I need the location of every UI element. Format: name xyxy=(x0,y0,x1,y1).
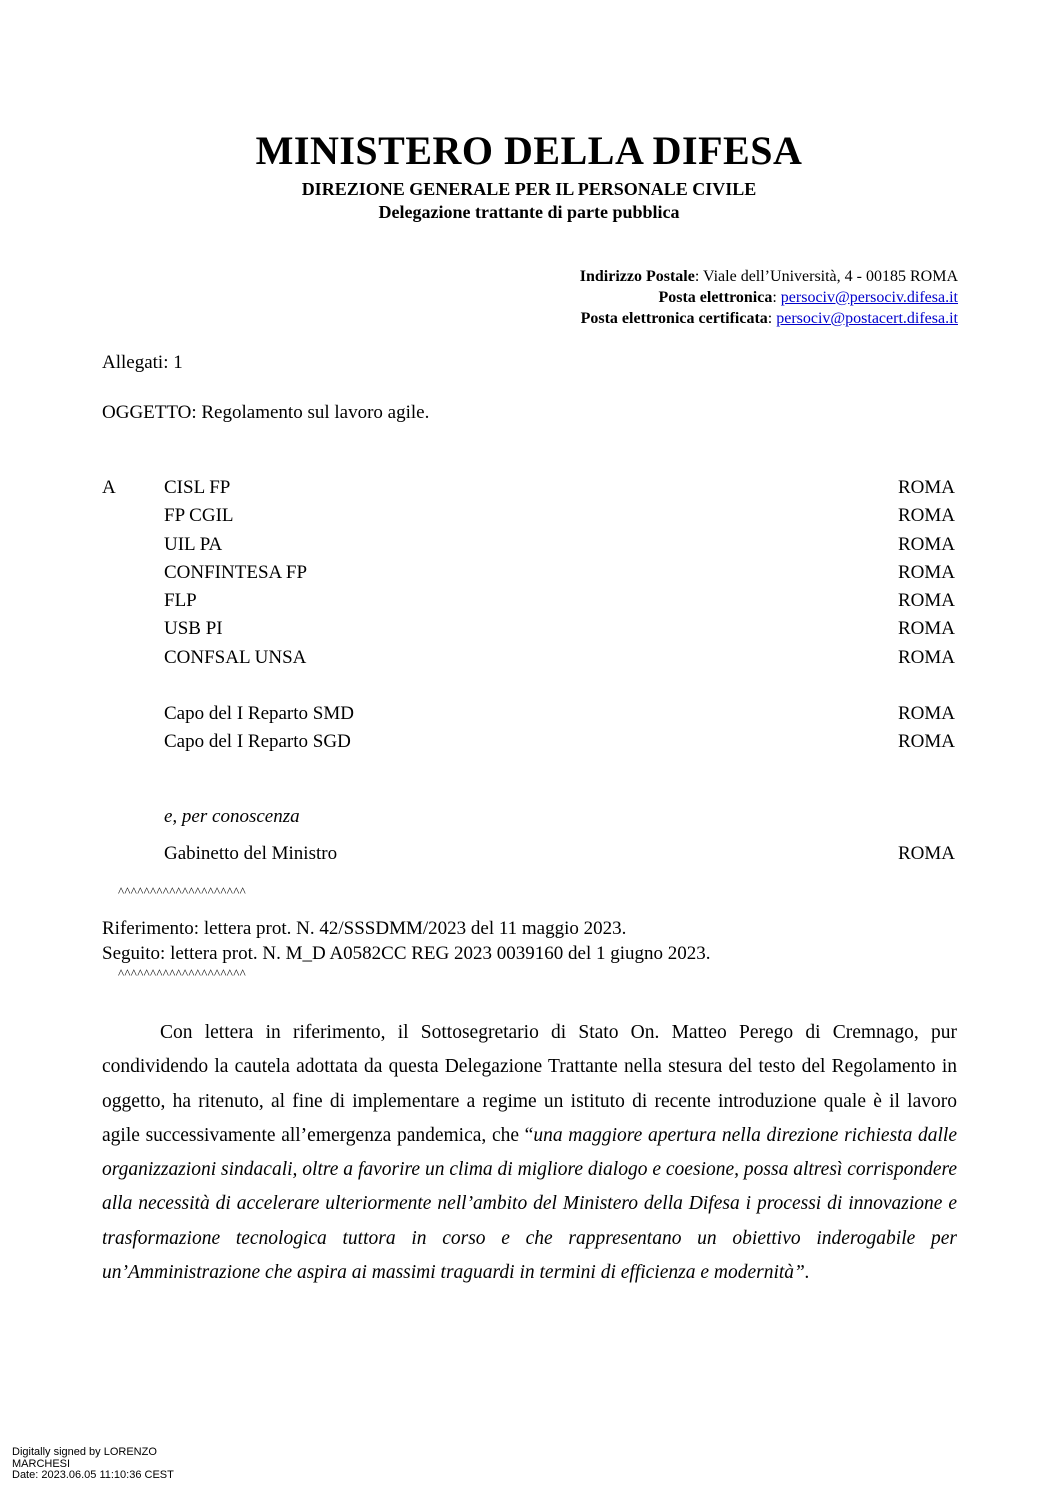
body-paragraph xyxy=(102,1016,957,1290)
recipient-city: ROMA xyxy=(897,842,955,864)
postal-value: : Viale dell’Università, 4 - 00185 ROMA xyxy=(694,268,958,285)
recipient-row xyxy=(102,531,955,559)
recipient-city: ROMA xyxy=(897,533,955,555)
recipient-name: CONFINTESA FP xyxy=(164,561,308,583)
subject-line: OGGETTO: Regolamento sul lavoro agile. xyxy=(102,402,430,423)
recipient-row xyxy=(102,700,955,728)
delegation-title: Delegazione trattante di parte pubblica xyxy=(378,202,680,222)
recipient-name: USB PI xyxy=(164,618,223,640)
signature-name: MARCHESI xyxy=(12,1457,71,1470)
recipients-list xyxy=(102,474,955,868)
recipient-row xyxy=(102,502,955,530)
recipient-row xyxy=(102,559,955,587)
body-closing: ”. xyxy=(794,1262,810,1284)
recipient-row xyxy=(102,644,955,672)
recipient-city: ROMA xyxy=(897,731,955,753)
follow-up-line: Seguito: lettera prot. N. M_D A0582CC REG 2023 0039160 del 1 giugno 2023. xyxy=(102,943,711,964)
recipient-prefix: A xyxy=(102,477,116,498)
digital-signature xyxy=(12,1447,174,1482)
cc-label: e, per conoscenza xyxy=(164,805,300,827)
body-quote: una maggiore apertura nella direzione richiesta dalle organizzazioni sindacali, oltre a favorire un clima di migliore dialogo e coesione, possa altresì corrispondere alla necessità di accelerare ulteriormente nell’ambito del Ministero della Difesa i processi di innovazione e trasformazione tecnologica tuttora in corso e che rappresentano un obiettivo inderogabile per un’Amministrazione che aspira ai massimi traguardi in termini di efficienza e modernità xyxy=(102,1124,957,1284)
recipient-row xyxy=(102,587,955,615)
reference-line: Riferimento: lettera prot. N. 42/SSSDMM/2023 del 11 maggio 2023. xyxy=(102,918,627,939)
recipient-name: CISL FP xyxy=(164,477,231,498)
pec-link[interactable]: persociv@postacert.difesa.it xyxy=(776,310,958,327)
email-line: Posta elettronica: persociv@persociv.difesa.it xyxy=(658,289,958,306)
recipient-city: ROMA xyxy=(897,561,955,583)
references-block xyxy=(102,916,711,966)
postal-address xyxy=(580,266,958,287)
recipient-row xyxy=(102,474,955,502)
pec-line: Posta elettronica certificata: persociv@postacert.difesa.it xyxy=(580,310,958,327)
signature-date: Date: 2023.06.05 11:10:36 CEST xyxy=(12,1469,174,1481)
recipient-row xyxy=(102,840,955,868)
body-intro: Con lettera in riferimento, il Sottosegretario di Stato On. Matteo Perego di Cremnago, pur condividendo la cautela adottata da questa Delegazione Trattante nella stesura del testo del Regolamento in oggetto, ha ritenuto, al fine di implementare a regime un istituto di recente introduzione quale è il lavoro agile successivamente all’emergenza pandemica, che “ xyxy=(102,1022,957,1146)
letterhead xyxy=(0,128,1058,224)
recipient-name: Capo del I Reparto SGD xyxy=(164,731,351,753)
signature-line: Digitally signed by LORENZO xyxy=(12,1446,157,1458)
recipient-city: ROMA xyxy=(897,477,955,498)
separator-bottom: ^^^^^^^^^^^^^^^^^^^^ xyxy=(118,966,247,981)
recipient-row xyxy=(102,615,955,643)
recipient-name: FLP xyxy=(164,590,197,612)
pec-label: Posta elettronica certificata xyxy=(580,310,768,327)
attachments-line: Allegati: 1 xyxy=(102,352,183,373)
recipient-city: ROMA xyxy=(897,703,955,725)
recipient-name: CONFSAL UNSA xyxy=(164,646,307,668)
cc-label-row xyxy=(102,803,955,831)
recipient-city: ROMA xyxy=(897,590,955,612)
recipient-row xyxy=(102,728,955,756)
recipient-name: FP CGIL xyxy=(164,505,234,527)
recipient-city: ROMA xyxy=(897,505,955,527)
contact-block xyxy=(580,266,958,329)
recipient-name: Capo del I Reparto SMD xyxy=(164,703,354,725)
postal-label: Indirizzo Postale xyxy=(579,268,695,285)
email-link[interactable]: persociv@persociv.difesa.it xyxy=(780,289,958,306)
direction-title: DIREZIONE GENERALE PER IL PERSONALE CIVILE xyxy=(301,179,757,199)
email-label: Posta elettronica xyxy=(658,289,773,306)
recipient-name: Gabinetto del Ministro xyxy=(164,842,338,864)
recipient-city: ROMA xyxy=(897,618,955,640)
recipient-name: UIL PA xyxy=(164,533,223,555)
recipient-city: ROMA xyxy=(897,646,955,668)
ministry-title: MINISTERO DELLA DIFESA xyxy=(255,128,803,173)
separator-top: ^^^^^^^^^^^^^^^^^^^^ xyxy=(118,884,247,899)
